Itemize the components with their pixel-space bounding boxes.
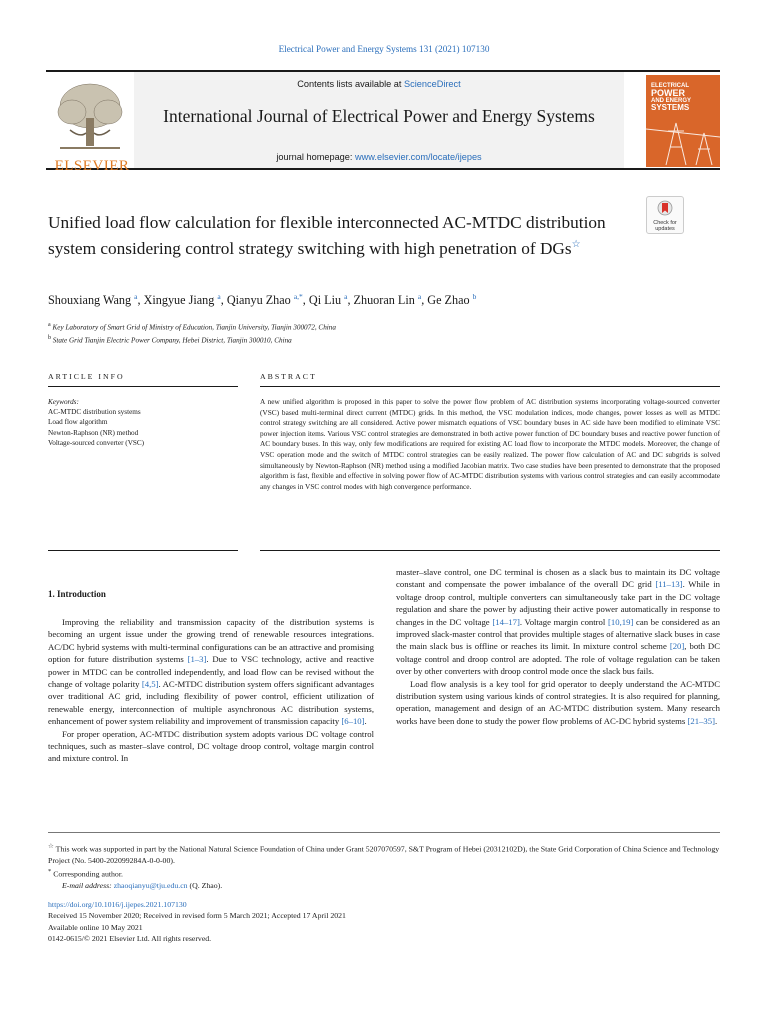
email-suffix: (Q. Zhao). — [187, 881, 223, 891]
check-updates-line1: Check for — [653, 220, 677, 226]
online-date: Available online 10 May 2021 — [48, 922, 143, 932]
affiliation-mark: b — [48, 335, 51, 342]
journal-homepage — [134, 152, 624, 162]
body-paragraph — [396, 678, 720, 728]
journal-header — [46, 70, 720, 174]
abstract-rule — [260, 386, 720, 387]
header-rule-top — [46, 70, 720, 72]
citation-link[interactable]: [4,5] — [141, 679, 159, 690]
article-title — [48, 212, 628, 260]
author-affil-mark[interactable]: a,* — [293, 292, 303, 301]
footnote-funding — [48, 841, 720, 866]
sciencedirect-link[interactable]: ScienceDirect — [404, 79, 461, 89]
body-text: can be considered as an improved slack-master control that provides multiple stages of alternative slack buses in case the main slack bus is offline or reaches its limit. In mixture control scheme — [396, 616, 721, 652]
author-name[interactable]: Xingyue Jiang — [143, 293, 215, 308]
keyword-item[interactable]: AC-MTDC distribution systems — [48, 408, 141, 417]
footnote-mark: ☆ — [48, 843, 54, 850]
author-affil-mark[interactable]: b — [472, 292, 477, 301]
affiliation-mark: a — [48, 322, 51, 328]
homepage-link[interactable]: www.elsevier.com/locate/ijepes — [355, 152, 482, 162]
check-for-updates-button[interactable] — [646, 196, 684, 234]
keyword-item[interactable]: Voltage-sourced converter (VSC) — [48, 438, 145, 447]
section-heading-introduction: 1. Introduction — [48, 589, 106, 599]
article-title-text: Unified load flow calculation for flexible interconnected AC-MTDC distribution system considering control strategy switching with high penetration of DGs — [48, 213, 606, 258]
body-text: . — [715, 715, 718, 726]
keyword-item[interactable]: Load flow algorithm — [48, 418, 108, 427]
footnotes — [48, 841, 720, 892]
cover-line: ELECTRICAL — [651, 83, 689, 89]
citation-link[interactable]: [21–35] — [687, 715, 715, 726]
author-affil-mark[interactable]: a — [417, 292, 422, 301]
cover-line: AND ENERGY — [651, 98, 692, 105]
elsevier-tree-icon — [50, 78, 130, 168]
keyword-item[interactable]: Newton-Raphson (NR) method — [48, 428, 139, 437]
journal-title[interactable]: International Journal of Electrical Power and Energy Systems — [163, 106, 595, 126]
title-footnote-mark[interactable]: ☆ — [571, 239, 581, 250]
journal-reference-link[interactable]: Electrical Power and Energy Systems 131 (2021) 107130 — [278, 44, 490, 54]
journal-cover-thumbnail[interactable] — [646, 75, 720, 167]
check-updates-line2: updates — [655, 226, 675, 232]
keywords-block — [48, 397, 238, 448]
body-text: Improving the reliability and transmission capacity of the distribution systems is becoming an urgent issue under the growing trend of renewable resources integrations. AC/DC hybrid systems with multi-terminal configurations can be an attractive and promising option for future distribution systems — [48, 617, 374, 665]
affiliation-item — [48, 320, 698, 333]
article-info-rule — [48, 386, 238, 387]
citation-link[interactable]: [14–17] — [492, 616, 520, 627]
author-name[interactable]: Ge Zhao — [427, 293, 470, 308]
author-name[interactable]: Qi Liu — [308, 293, 342, 308]
author-list: Shouxiang Wang $^a$, Xingyue Jiang $^a$, Qianyu Zhao $^{a,*}$, Qi Liu $^a$, Zhuoran Lin $^a$, Ge Zhao $^b$ — [48, 292, 477, 308]
bookmark-icon — [657, 200, 673, 218]
received-dates: Received 15 November 2020; Received in revised form 5 March 2021; Accepted 17 April 2021 — [48, 911, 346, 921]
footnote-corresponding — [48, 866, 720, 880]
body-text: master–slave control, one DC terminal is chosen as a slack bus to maintain its DC voltage constant and compensate the power imbalance of the overall DC grid — [396, 567, 720, 590]
body-text: . Voltage margin control — [519, 616, 608, 627]
publication-info — [48, 899, 720, 945]
publisher-wordmark: ELSEVIER — [54, 158, 130, 174]
body-paragraph — [396, 566, 720, 678]
author-affil-mark[interactable]: a — [134, 292, 138, 301]
affiliations — [48, 320, 698, 347]
author-name[interactable]: Zhuoran Lin — [353, 293, 415, 308]
body-column-left — [48, 616, 374, 765]
citation-link[interactable]: [6–10] — [341, 716, 365, 727]
copyright: 0142-0615/© 2021 Elsevier Ltd. All rights reserved. — [48, 934, 212, 944]
citation-link[interactable]: [1–3] — [187, 654, 207, 665]
email-link[interactable]: zhaoqianyu@tju.edu.cn — [113, 881, 188, 891]
abstract-bottom-rule — [260, 550, 720, 551]
footnote-email — [48, 880, 720, 891]
contents-prefix: Contents lists available at — [297, 79, 405, 89]
author-affil-mark[interactable]: a — [217, 292, 221, 301]
keywords-label: Keywords: — [48, 398, 79, 406]
doi-link[interactable]: https://doi.org/10.1016/j.ijepes.2021.107130 — [48, 900, 187, 909]
body-paragraph: For proper operation, AC-MTDC distribution system adopts various DC voltage control techniques, such as master–slave control, DC voltage droop control, voltage margin control and mixture control. In — [48, 728, 374, 764]
body-text: , both DC voltage control and droop control are adopted. The role of voltage regulation can be taken over by other converters with droop control mode once the slack bus fails. — [396, 641, 720, 677]
citation-link[interactable]: [10,19] — [608, 616, 634, 627]
citation-link[interactable]: [11–13] — [655, 579, 683, 590]
abstract-heading: ABSTRACT — [260, 372, 317, 381]
footnote-separator — [48, 832, 720, 833]
header-rule-bottom — [46, 168, 720, 170]
body-text: . — [364, 716, 367, 727]
footnote-text: This work was supported in part by the National Natural Science Foundation of China under Grant 5207070597, S&T Program of Hebei (20312102D), the State Grid Corporation of China Science and Technology Project (No. 5400-202099284A-0-0-00). — [48, 844, 720, 865]
cover-line: SYSTEMS — [651, 103, 690, 113]
body-paragraph — [48, 616, 374, 728]
body-text: . Due to VSC technology, active and reactive power in MTDC can be controlled independently, and load flow can be revised without the change of voltage polarity — [48, 654, 374, 690]
body-text: . AC-MTDC distribution system offers significant advantages over traditional AC grid, including flexibility of power control, efficient utilization of renewable energy, interconnection of multiple asynchronous AC distribution systems, enhancement of power system reliability and improvement of transmission capacity — [48, 679, 374, 727]
body-text: Load flow analysis is a key tool for grid operator to deeply understand the AC-MTDC distribution system using various kinds of control strategies. It is also required for planning, operation, management and design of an AC-MTDC distribution system. Many research works have been done to study the power flow problems of AC-DC hybrid systems — [396, 678, 720, 726]
elsevier-logo[interactable] — [50, 78, 130, 174]
article-info-bottom-rule — [48, 550, 238, 551]
homepage-prefix: journal homepage: — [276, 152, 356, 162]
body-text: . While in voltage droop control, multiple converters can simultaneously take part in the DC voltage regulation and share the power by adjusting their active power automatically in response to changes in the DC voltage — [396, 579, 721, 627]
affiliation-text: State Grid Tianjin Electric Power Company, Hebei District, Tianjin 300010, China — [52, 336, 292, 345]
citation-link[interactable]: [20] — [669, 641, 685, 652]
footnote-text: Corresponding author. — [53, 870, 123, 879]
pylon-icon — [646, 75, 720, 167]
article-info-heading: ARTICLE INFO — [48, 372, 125, 381]
affiliation-item — [48, 333, 698, 346]
body-column-right — [396, 566, 720, 727]
footnote-mark: * — [48, 868, 52, 876]
author-name[interactable]: Shouxiang Wang — [48, 293, 132, 308]
contents-availability — [134, 79, 624, 89]
email-label: E-mail address: — [62, 881, 114, 891]
cover-line: POWER — [651, 88, 686, 99]
author-affil-mark[interactable]: a — [344, 292, 348, 301]
affiliation-text: Key Laboratory of Smart Grid of Ministry of Education, Tianjin University, Tianjin 300072, China — [52, 323, 336, 332]
abstract-text: A new unified algorithm is proposed in this paper to solve the power flow problem of AC distribution systems incorporating voltage-sourced converter (VSC) based multi-terminal direct current (MTDC) grids. In this method, the VSC modulation indices, mode changes, power losses as well as MTDC control strategy switching are all considered. Active power mismatch equations of VSC boundary buses in AC side have been modified to eliminate VSC power injection items. Various VSC control strategies are demonstrated in both active power function of DC boundary buses and reactive power function of AC boundary buses. In this way, only few modifications are required for existing AC load flow to incorporate the MTDC models. Moreover, the change of VSC operation mode and the switch of MTDC control strategies can be easily realized. The power flow calculation of AC and DC subgrids is solved simultaneously by Newton-Raphson (NR) method using a modified Jacobian matrix. Two case studies have been presented to demonstrate that the proposed algorithm is fast, flexible and effective in solving power flow of AC-MTDC distribution systems with various control strategies and can easily accommodate any changes in VSC control modes with high convergence performance. — [260, 397, 720, 491]
author-name[interactable]: Qianyu Zhao — [226, 293, 291, 308]
